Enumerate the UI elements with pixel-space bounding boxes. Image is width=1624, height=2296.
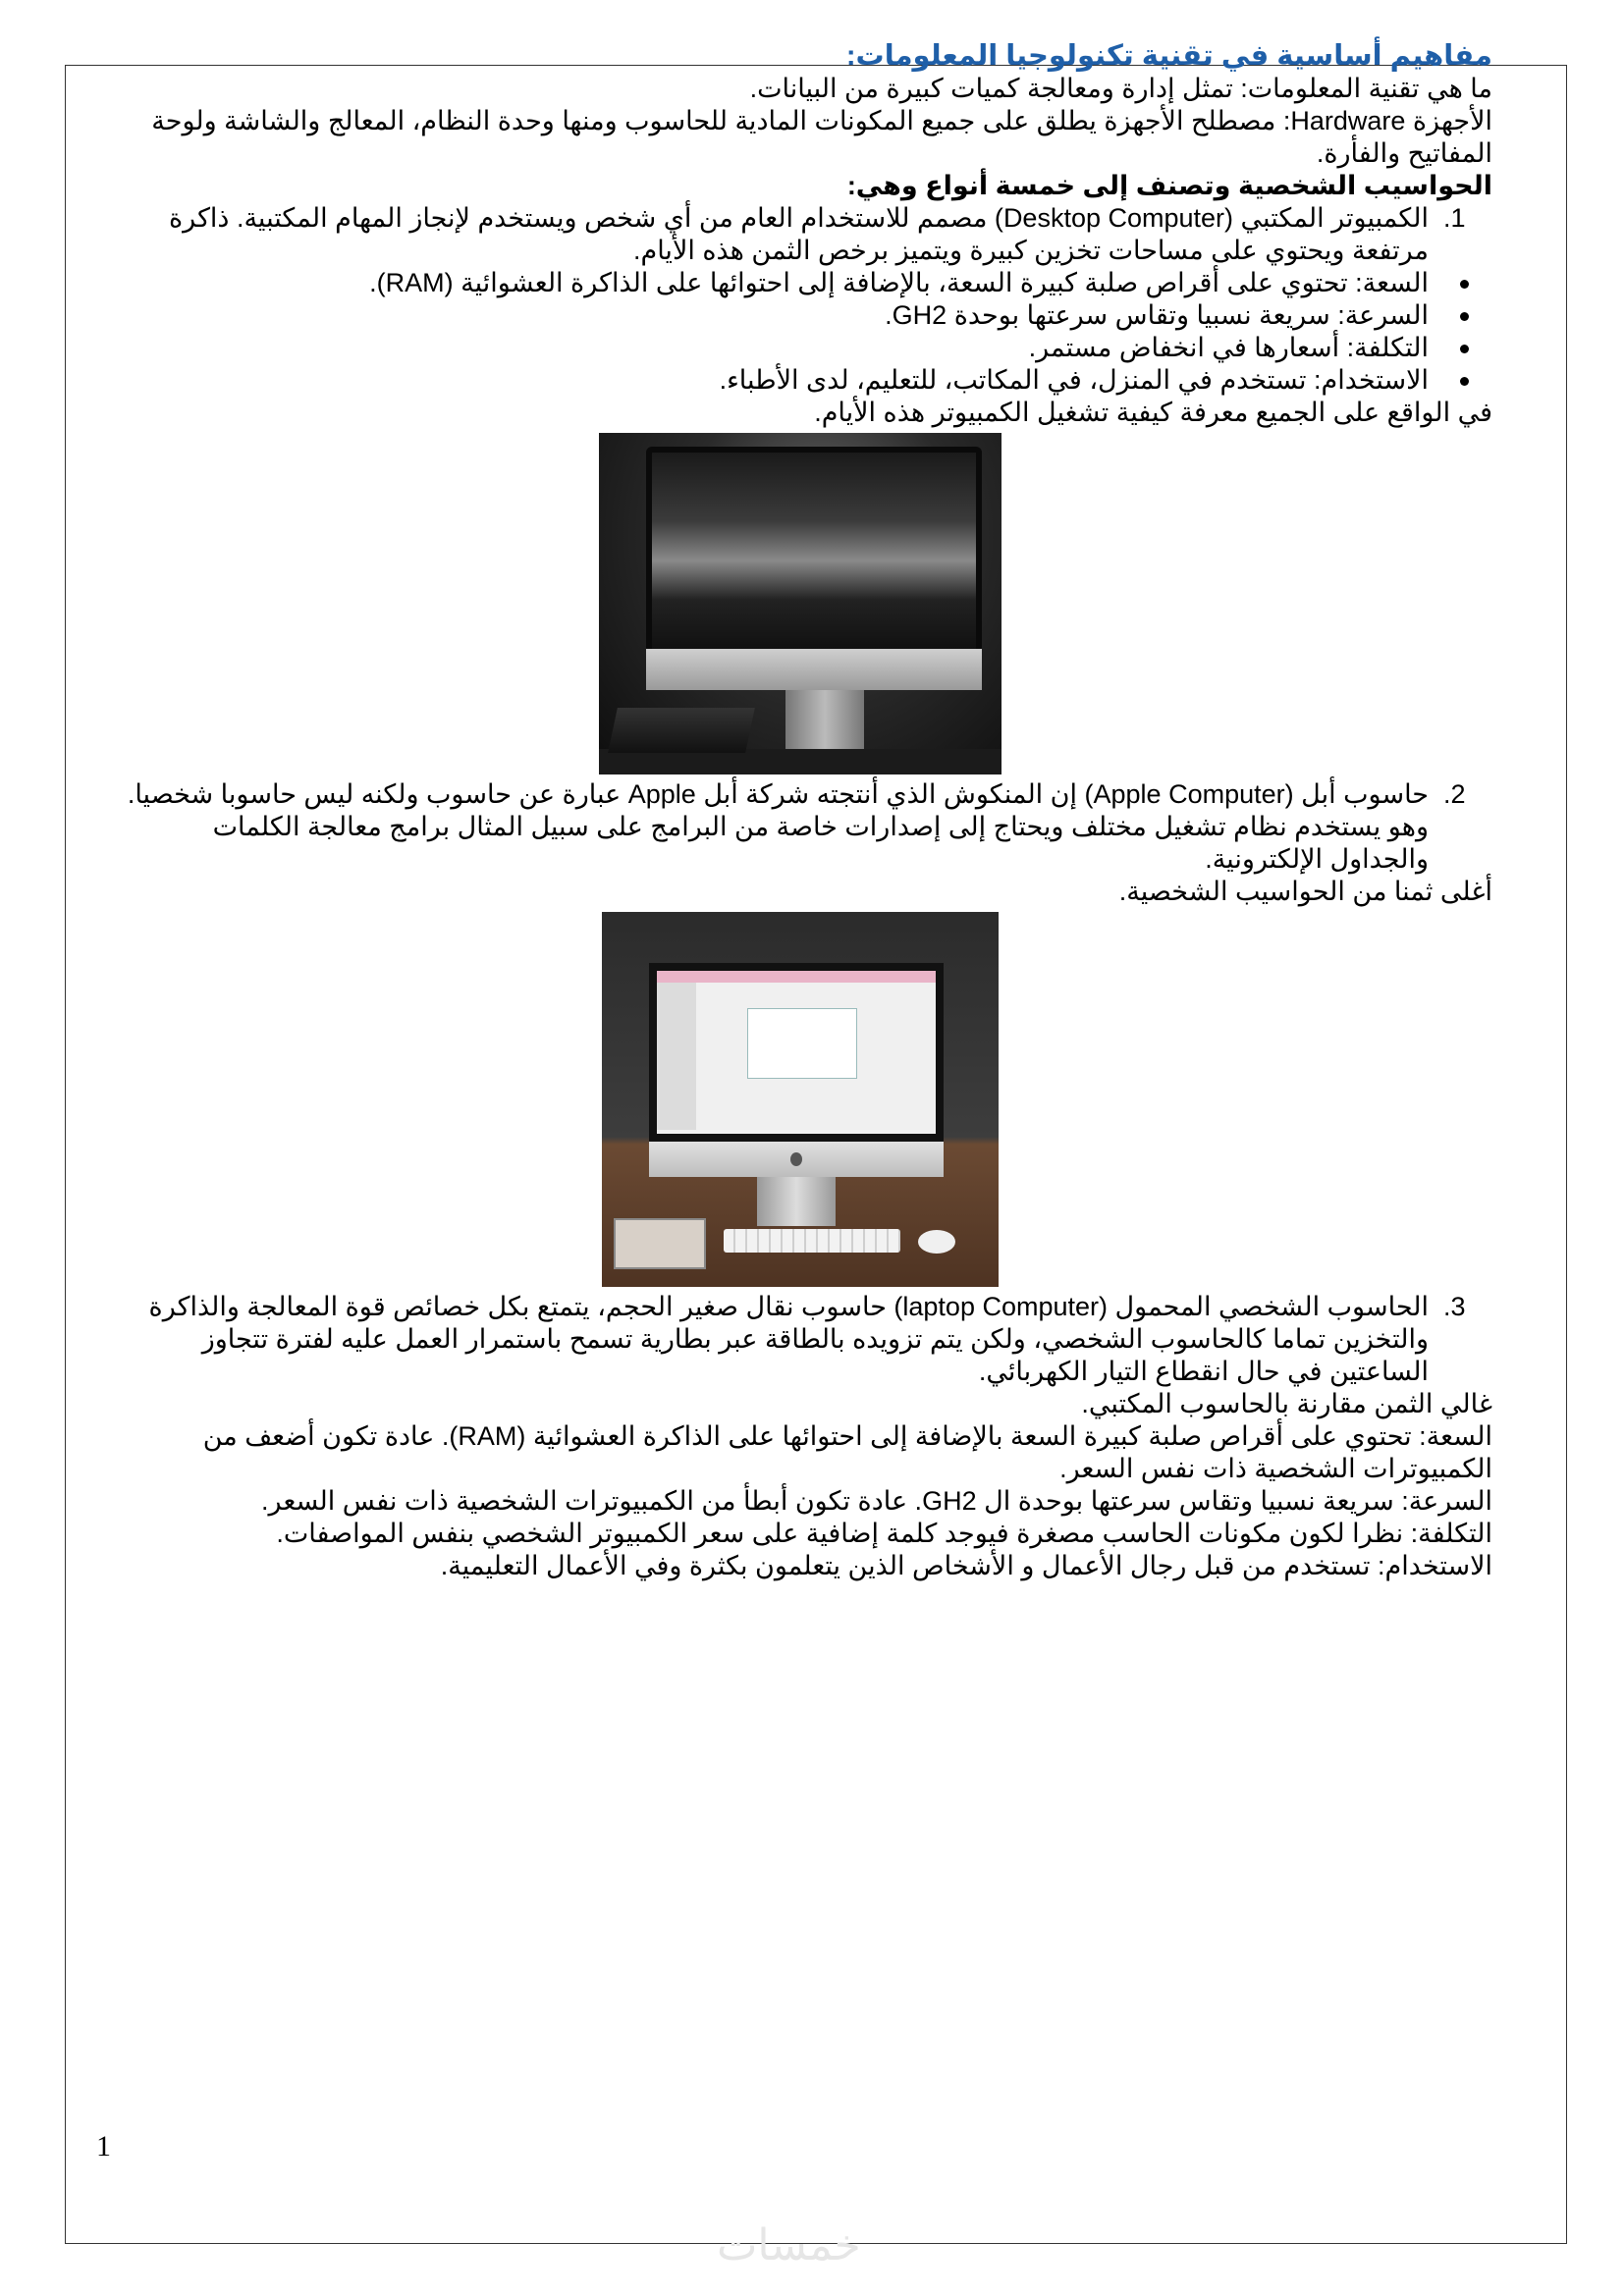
bullet-text: التكلفة: أسعارها في انخفاض مستمر. bbox=[1028, 333, 1429, 362]
desktop-description: الكمبيوتر المكتبي (Desktop Computer) مصمم للاستخدام العام من أي شخص ويستخدم لإنجاز المهام المكتبية. ذاكرة مرتفعة ويحتوي على مساحات تخزين كبيرة ويتميز برخص الثمن هذه الأيام. bbox=[169, 203, 1429, 265]
desktop-note: في الواقع على الجميع معرفة كيفية تشغيل الكمبيوتر هذه الأيام. bbox=[814, 398, 1492, 427]
intro-hardware-definition: الأجهزة Hardware: مصطلح الأجهزة يطلق على جميع المكونات المادية للحاسوب ومنها وحدة النظام، المعالج والشاشة ولوحة المفاتيح والفأرة. bbox=[151, 106, 1492, 168]
bullet-text: السرعة: سريعة نسبيا وتقاس سرعتها بوحدة GH2. bbox=[885, 300, 1429, 330]
bullet-icon bbox=[1460, 312, 1469, 321]
figure-apple bbox=[108, 912, 1492, 1287]
bullet-usage bbox=[108, 364, 1492, 397]
bullet-icon bbox=[1460, 345, 1469, 353]
intro-it-definition: ما هي تقنية المعلومات: تمثل إدارة ومعالجة كميات كبيرة من البيانات. bbox=[749, 74, 1492, 103]
page-number: 1 bbox=[96, 2130, 111, 2163]
list-item-apple bbox=[108, 778, 1492, 876]
bullet-cost bbox=[108, 332, 1492, 364]
desktop-computer-image bbox=[599, 433, 1001, 774]
watermark-logo: خمسات bbox=[717, 2220, 861, 2270]
list-number: 2. bbox=[1443, 779, 1466, 809]
laptop-speed: السرعة: سريعة نسبيا وتقاس سرعتها بوحدة ال GH2. عادة تكون أبطأ من الكمبيوترات الشخصية ذات نفس السعر. bbox=[261, 1486, 1492, 1516]
bullet-text: السعة: تحتوي على أقراص صلبة كبيرة السعة، بالإضافة إلى احتوائها على الذاكرة العشوائية (RAM). bbox=[369, 268, 1429, 297]
laptop-capacity: السعة: تحتوي على أقراص صلبة كبيرة السعة بالإضافة إلى احتوائها على الذاكرة العشوائية (RAM). عادة تكون أضعف من الكمبيوترات الشخصية ذات نفس السعر. bbox=[202, 1421, 1492, 1483]
bullet-icon bbox=[1460, 280, 1469, 289]
document-body bbox=[108, 39, 1492, 1582]
list-item-desktop bbox=[108, 202, 1492, 267]
laptop-description: الحاسوب الشخصي المحمول (laptop Computer) حاسوب نقال صغير الحجم، يتمتع بكل خصائص قوة المعالجة والذاكرة والتخزين تماما كالحاسوب الشخصي، ولكن يتم تزويده بالطاقة عبر بطارية تسمح باستمرار العمل عليه لفترة تتجاوز الساعتين في حال انقطاع التيار الكهربائي. bbox=[148, 1292, 1429, 1386]
bullet-speed bbox=[108, 299, 1492, 332]
laptop-price-note: غالي الثمن مقارنة بالحاسوب المكتبي. bbox=[1081, 1389, 1492, 1418]
figure-desktop bbox=[108, 433, 1492, 774]
list-number: 1. bbox=[1443, 203, 1466, 233]
laptop-cost: التكلفة: نظرا لكون مكونات الحاسب مصغرة فيوجد كلمة إضافية على سعر الكمبيوتر الشخصي بنفس المواصفات. bbox=[276, 1519, 1492, 1548]
list-item-laptop bbox=[108, 1291, 1492, 1388]
laptop-usage: الاستخدام: تستخدم من قبل رجال الأعمال و الأشخاص الذين يتعلمون بكثرة وفي الأعمال التعليمية. bbox=[440, 1551, 1492, 1580]
bullet-icon bbox=[1460, 377, 1469, 386]
page-heading: مفاهيم أساسية في تقنية تكنولوجيا المعلومات: bbox=[845, 40, 1492, 72]
apple-computer-image bbox=[602, 912, 999, 1287]
bullet-text: الاستخدام: تستخدم في المنزل، في المكاتب، للتعليم، لدى الأطباء. bbox=[719, 365, 1429, 395]
bullet-capacity bbox=[108, 267, 1492, 299]
pc-types-subheading: الحواسيب الشخصية وتصنف إلى خمسة أنواع وهي: bbox=[846, 171, 1492, 200]
apple-description: حاسوب أبل (Apple Computer) إن المنكوش الذي أنتجته شركة أبل Apple عبارة عن حاسوب ولكنه ليس حاسوبا شخصيا. وهو يستخدم نظام تشغيل مختلف ويحتاج إلى إصدارات خاصة من البرامج على سبيل المثال برامج معالجة الكلمات والجداول الإلكترونية. bbox=[127, 779, 1429, 874]
list-number: 3. bbox=[1443, 1292, 1466, 1321]
apple-note: أغلى ثمنا من الحواسيب الشخصية. bbox=[1118, 877, 1492, 906]
